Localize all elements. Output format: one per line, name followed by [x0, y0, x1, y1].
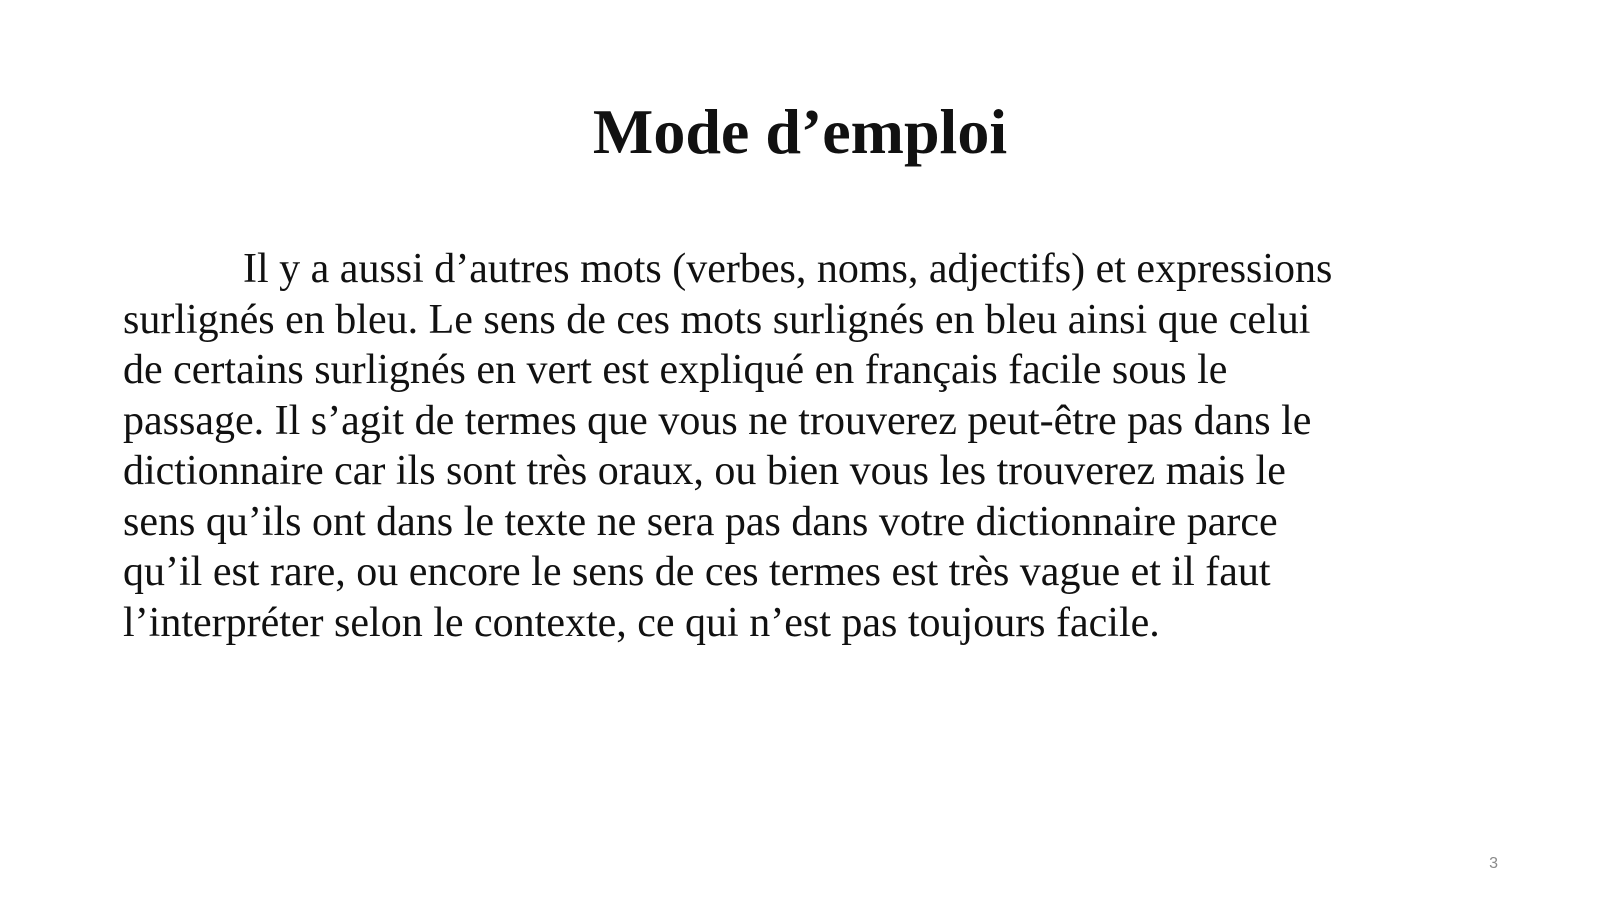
slide-title: Mode d’emploi [592, 96, 1008, 167]
paragraph-line: de certains surlignés en vert est expliqué en français facile sous le [123, 347, 1228, 393]
paragraph-line: dictionnaire car ils sont très oraux, ou bien vous les trouverez mais le [123, 448, 1286, 494]
paragraph-line: sens qu’ils ont dans le texte ne sera pas dans votre dictionnaire parce [123, 498, 1278, 545]
body-paragraph [123, 244, 1463, 648]
paragraph-line: passage. Il s’agit de termes que vous ne trouverez peut-être pas dans le [123, 397, 1312, 444]
paragraph-line: surlignés en bleu. Le sens de ces mots surlignés en bleu ainsi que celui [123, 296, 1311, 343]
paragraph-line: qu’il est rare, ou encore le sens de ces termes est très vague et il faut [123, 549, 1271, 595]
paragraph-line: Il y a aussi d’autres mots (verbes, noms, adjectifs) et expressions [243, 246, 1333, 292]
page-number: 3 [1489, 855, 1498, 872]
paragraph-line: l’interpréter selon le contexte, ce qui n’est pas toujours facile. [123, 599, 1160, 646]
